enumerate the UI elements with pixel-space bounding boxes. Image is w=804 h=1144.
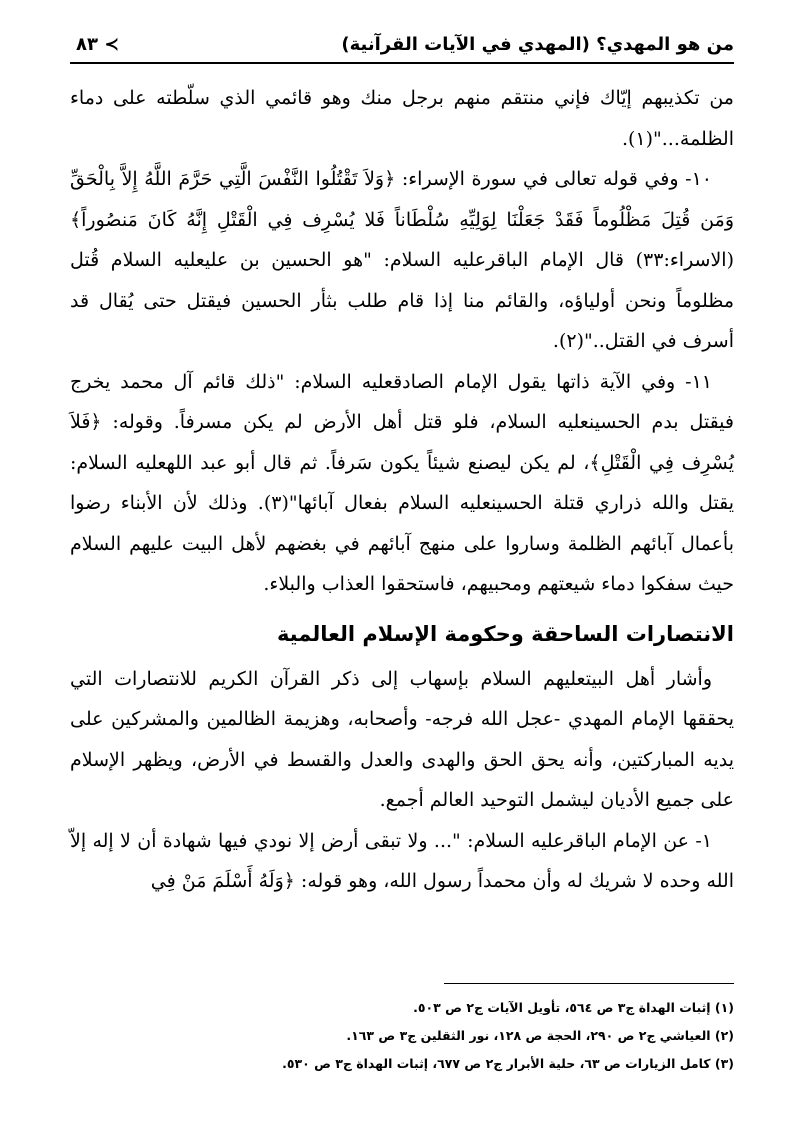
footnotes xyxy=(70,994,734,1078)
paragraph-1: من تكذيبهم إيّاك فإني منتقم منهم برجل منك وهو قائمي الذي سلّطته على دماء الظلمة..."(١). xyxy=(70,87,734,150)
header-rule xyxy=(70,62,734,64)
main-text xyxy=(70,78,734,902)
section-heading: الانتصارات الساحقة وحكومة الإسلام العالمية xyxy=(276,621,734,646)
paragraph-4: وأشار أهل البيتعليهم السلام بإسهاب إلى ذكر القرآن الكريم للانتصارات التي يحققها الإمام المهدي -عجل الله فرجه- وأصحابه، وهزيمة الظالمين والمشركين على يديه المباركتين، وأنه يحق الحق والهدى والعدل والقسط في الأرض، ويظهر الإسلام على جميع الأديان ليشمل التوحيد العالم أجمع. xyxy=(70,667,734,811)
running-title: من هو المهدي؟ (المهدي في الآيات القرآنية) xyxy=(341,34,734,55)
running-header xyxy=(70,30,734,64)
arrow-icon: ≺ xyxy=(104,34,120,55)
footnote-2: (٢) العياشي ج٢ ص ٢٩٠، الحجة ص ١٢٨، نور الثقلين ج٣ ص ١٦٣. xyxy=(346,1028,734,1043)
page-number-block xyxy=(76,34,119,55)
paragraph-3: ١١- وفي الآية ذاتها يقول الإمام الصادقعليه السلام: "ذلك قائم آل محمد يخرج فيقتل بدم الحسينعليه السلام، فلو قتل أهل الأرض لم يكن مسرفاً. وقوله: ﴿فَلاَ يُسْرِف فِي الْقَتْلِ﴾، لم يكن ليصنع شيئاً يكون سَرفاً. ثم قال أبو عبد اللهعليه السلام: يقتل والله ذراري قتلة الحسينعليه السلام بفعال آبائها"(٣). وذلك لأن الأبناء رضوا بأعمال آبائهم الظلمة وساروا على منهج آبائهم في بغضهم لأهل البيت عليهم السلام حيث سفكوا دماء شيعتهم ومحبيهم، فاستحقوا العذاب والبلاء. xyxy=(70,370,734,595)
page-number: ٨٣ xyxy=(76,34,98,55)
paragraph-2: ١٠- وفي قوله تعالى في سورة الإسراء: ﴿وَلاَ تَقْتُلُوا النَّفْسَ الَّتِي حَرَّمَ اللَّهُ إِلاَّ بِالْحَقِّ وَمَن قُتِلَ مَظْلُوماً فَقَدْ جَعَلْنَا لِوَلِيِّهِ سُلْطَاناً فَلا يُسْرِف فِي الْقَتْلِ إِنَّهُ كَانَ مَنصُوراً﴾ (الاسراء:٣٣) قال الإمام الباقرعليه السلام: "هو الحسين بن عليعليه السلام قُتل مظلوماً ونحن أولياؤه، والقائم منا إذا قام طلب بثأر الحسين فيقتل حتى يُقال قد أسرف في القتل.."(٢). xyxy=(70,168,734,352)
footnote-3: (٣) كامل الزيارات ص ٦٣، حلية الأبرار ج٢ ص ٦٧٧، إثبات الهداة ج٣ ص ٥٣٠. xyxy=(282,1056,734,1071)
footnote-separator xyxy=(444,983,734,984)
paragraph-5: ١- عن الإمام الباقرعليه السلام: "... ولا تبقى أرض إلا نودي فيها شهادة أن لا إله إلاّ الله وحده لا شريك له وأن محمداً رسول الله، وهو قوله: ﴿وَلَهُ أَسْلَمَ مَنْ فِي xyxy=(70,829,734,892)
footnote-1: (١) إثبات الهداة ج٣ ص ٥٦٤، تأويل الآيات ج٢ ص ٥٠٣. xyxy=(413,1000,734,1015)
